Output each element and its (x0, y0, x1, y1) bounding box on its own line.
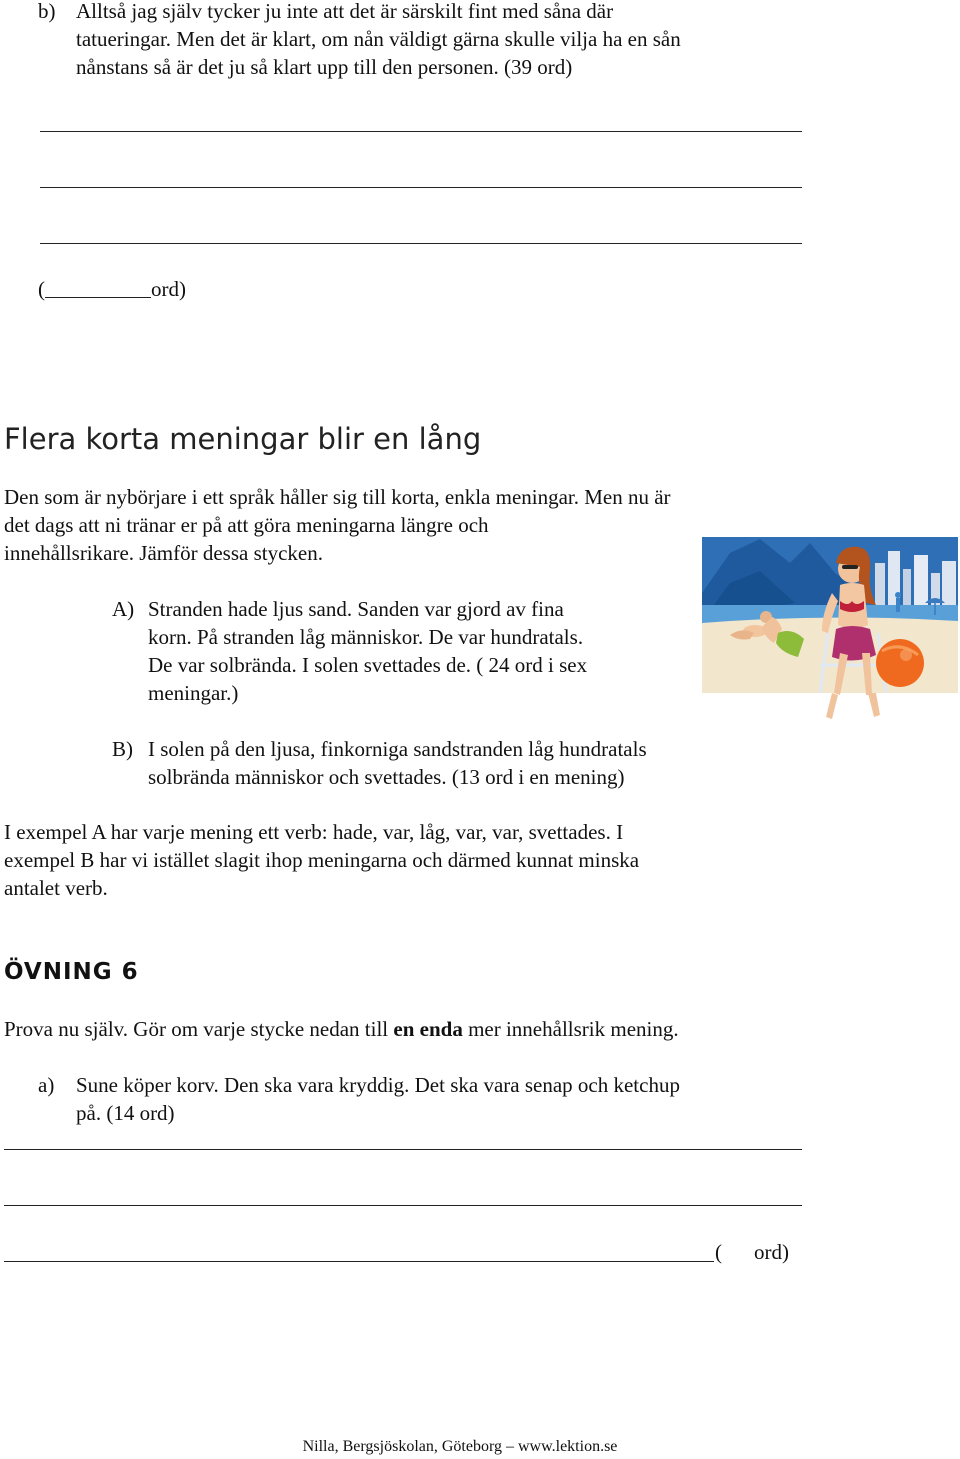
intro-line-2: det dags att ni tränar er på att göra meningarna längre och (4, 513, 489, 537)
explain-line-2: exempel B har vi istället slagit ihop meningarna och därmed kunnat minska (4, 848, 640, 872)
example-a-line-2: korn. På stranden låg människor. De var hundratals. (148, 625, 584, 649)
explain-line-3: antalet verb. (4, 876, 108, 900)
answer-line[interactable] (4, 1261, 714, 1262)
intro-paragraph (4, 483, 671, 567)
beach-illustration-svg (700, 533, 960, 725)
count-blank[interactable] (45, 277, 151, 298)
exercise-heading: ÖVNING 6 (4, 959, 139, 985)
count-open-paren: ( (715, 1240, 722, 1264)
example-b-marker: B) (112, 737, 133, 761)
instruction-pre: Prova nu själv. Gör om varje stycke nedan till (4, 1017, 394, 1041)
answer-line[interactable] (40, 187, 802, 188)
count-close: ord) (754, 1240, 789, 1264)
example-b-line-2: solbrända människor och svettades. (13 ord i en mening) (148, 765, 625, 789)
instruction-bold: en enda (393, 1017, 463, 1041)
word-count-field-a (715, 1238, 789, 1266)
item-a-line-1: Sune köper korv. Den ska vara kryddig. Det ska vara senap och ketchup (76, 1073, 680, 1097)
example-b-line-1: I solen på den ljusa, finkorniga sandstranden låg hundratals (148, 737, 647, 761)
item-b-line-3: nånstans så är det ju så klart upp till den personen. (39 ord) (76, 55, 573, 79)
count-close: ord) (151, 277, 186, 301)
answer-line[interactable] (40, 131, 802, 132)
item-b-line-2: tatueringar. Men det är klart, om nån väldigt gärna skulle vilja ha en sån (76, 27, 681, 51)
beach-illustration (700, 533, 960, 725)
word-count-field (38, 275, 186, 303)
section-heading: Flera korta meningar blir en lång (4, 422, 482, 456)
answer-line[interactable] (4, 1205, 802, 1206)
item-b-line-1: Alltså jag själv tycker ju inte att det är särskilt fint med såna där (76, 0, 614, 23)
answer-line[interactable] (4, 1149, 802, 1150)
item-a-line-2: på. (14 ord) (76, 1101, 175, 1125)
example-a-line-1: Stranden hade ljus sand. Sanden var gjord av fina (148, 597, 564, 621)
explanation-paragraph (4, 818, 639, 902)
example-a-marker: A) (112, 597, 135, 621)
intro-line-3: innehållsrikare. Jämför dessa stycken. (4, 541, 323, 565)
item-b-marker: b) (38, 0, 56, 23)
intro-line-1: Den som är nybörjare i ett språk håller sig till korta, enkla meningar. Men nu är (4, 485, 671, 509)
example-a-line-4: meningar.) (148, 681, 239, 705)
footer: Nilla, Bergsjöskolan, Göteborg – www.lektion.se (302, 1438, 618, 1455)
item-a-marker: a) (38, 1073, 55, 1097)
answer-line[interactable] (40, 243, 802, 244)
instruction-post: mer innehållsrik mening. (462, 1017, 679, 1041)
explain-line-1: I exempel A har varje mening ett verb: hade, var, låg, var, var, svettades. I (4, 820, 624, 844)
example-a-line-3: De var solbrända. I solen svettades de. ( 24 ord i sex (148, 653, 588, 677)
exercise-instruction (4, 1015, 679, 1043)
count-open-paren: ( (38, 277, 45, 301)
